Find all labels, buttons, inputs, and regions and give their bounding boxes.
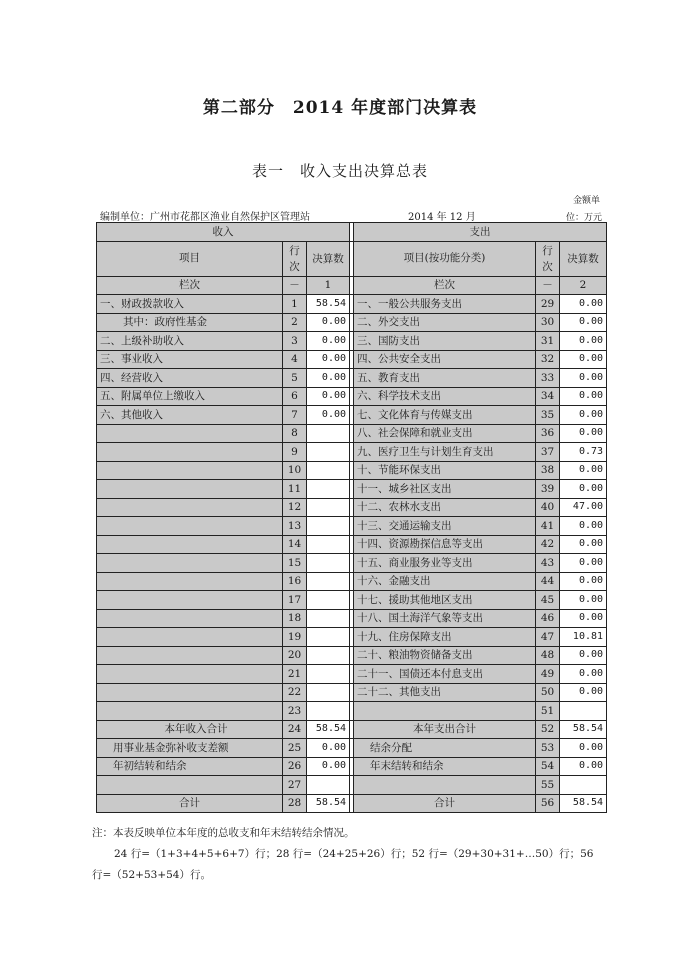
income-item	[97, 443, 283, 462]
table-row	[97, 665, 607, 684]
expense-line-no: 35	[536, 406, 560, 425]
expense-item: 十四、资源勘探信息等支出	[354, 535, 536, 554]
table-row	[97, 313, 607, 332]
income-amount	[307, 554, 350, 573]
income-item	[97, 572, 283, 591]
expense-item: 十六、金融支出	[354, 572, 536, 591]
expense-amount: 0.00	[560, 295, 607, 314]
column-index-1: 1	[307, 276, 350, 295]
expense-amount: 0.00	[560, 461, 607, 480]
expense-amount	[560, 776, 607, 795]
table-row	[97, 517, 607, 536]
expense-amount: 0.00	[560, 350, 607, 369]
expense-line-no: 38	[536, 461, 560, 480]
income-item: 用事业基金弥补收支差额	[97, 739, 283, 758]
income-item	[97, 591, 283, 610]
income-amount: 58.54	[307, 295, 350, 314]
income-item: 合计	[97, 794, 283, 813]
note-line-3: 行=（52+53+54）行。	[92, 869, 211, 881]
income-amount: 58.54	[307, 720, 350, 739]
income-item: 本年收入合计	[97, 720, 283, 739]
col-amount2-header: 决算数	[560, 241, 607, 276]
expense-item: 结余分配	[354, 739, 536, 758]
expense-item: 十三、交通运输支出	[354, 517, 536, 536]
income-line-no: 5	[283, 369, 307, 388]
income-amount	[307, 776, 350, 795]
expense-amount: 0.00	[560, 646, 607, 665]
lanci-dash-2: －	[536, 276, 560, 295]
expense-amount: 0.00	[560, 406, 607, 425]
expense-line-no: 44	[536, 572, 560, 591]
table-row	[97, 461, 607, 480]
report-date: 2014 年 12 月	[408, 212, 476, 223]
income-line-no: 19	[283, 628, 307, 647]
income-item	[97, 461, 283, 480]
expense-item: 二、外交支出	[354, 313, 536, 332]
income-item	[97, 498, 283, 517]
income-line-no: 9	[283, 443, 307, 462]
income-amount: 0.00	[307, 350, 350, 369]
expense-line-no: 42	[536, 535, 560, 554]
income-item	[97, 517, 283, 536]
income-amount: 0.00	[307, 332, 350, 351]
expense-item	[354, 702, 536, 721]
income-item	[97, 702, 283, 721]
income-line-no: 16	[283, 572, 307, 591]
expense-line-no: 29	[536, 295, 560, 314]
expense-amount: 0.00	[560, 609, 607, 628]
income-line-no: 14	[283, 535, 307, 554]
income-line-no: 21	[283, 665, 307, 684]
expense-amount: 0.00	[560, 313, 607, 332]
income-item	[97, 480, 283, 499]
income-item	[97, 628, 283, 647]
table-row	[97, 572, 607, 591]
lanci-label-2: 栏次	[354, 276, 536, 295]
expense-item: 十八、国土海洋气象等支出	[354, 609, 536, 628]
expense-line-no: 43	[536, 554, 560, 573]
column-index-2: 2	[560, 276, 607, 295]
income-amount: 0.00	[307, 313, 350, 332]
income-line-no: 28	[283, 794, 307, 813]
income-line-no: 27	[283, 776, 307, 795]
notes	[92, 823, 612, 886]
income-amount: 58.54	[307, 794, 350, 813]
note-line-1: 注：本表反映单位本年度的总收支和年末结转结余情况。	[92, 827, 355, 839]
expense-item: 九、医疗卫生与计划生育支出	[354, 443, 536, 462]
income-amount: 0.00	[307, 739, 350, 758]
table-row	[97, 295, 607, 314]
expense-amount: 0.00	[560, 572, 607, 591]
income-item	[97, 646, 283, 665]
income-line-no: 20	[283, 646, 307, 665]
income-line-no: 17	[283, 591, 307, 610]
expense-line-no: 32	[536, 350, 560, 369]
table-title: 表一 收入支出决算总表	[251, 162, 428, 180]
expense-line-no: 54	[536, 757, 560, 776]
income-line-no: 3	[283, 332, 307, 351]
form-code: 金额单	[572, 196, 600, 206]
table-row	[97, 591, 607, 610]
income-line-no: 11	[283, 480, 307, 499]
expense-item: 二十一、国债还本付息支出	[354, 665, 536, 684]
expense-line-no: 37	[536, 443, 560, 462]
expense-amount: 0.00	[560, 332, 607, 351]
expense-amount: 0.00	[560, 535, 607, 554]
table-row	[97, 424, 607, 443]
expense-line-no: 39	[536, 480, 560, 499]
table-row	[97, 387, 607, 406]
col-line-header: 行次	[283, 241, 307, 276]
income-item	[97, 609, 283, 628]
income-line-no: 15	[283, 554, 307, 573]
expense-item: 十五、商业服务业等支出	[354, 554, 536, 573]
expense-item: 八、社会保障和就业支出	[354, 424, 536, 443]
col-amount-header: 决算数	[307, 241, 350, 276]
table-row	[97, 498, 607, 517]
income-amount: 0.00	[307, 406, 350, 425]
expense-item: 十二、农林水支出	[354, 498, 536, 517]
income-amount	[307, 443, 350, 462]
income-item	[97, 554, 283, 573]
income-line-no: 12	[283, 498, 307, 517]
expense-item: 六、科学技术支出	[354, 387, 536, 406]
expense-line-no: 47	[536, 628, 560, 647]
lanci-label: 栏次	[97, 276, 283, 295]
table-row	[97, 406, 607, 425]
income-item: 年初结转和结余	[97, 757, 283, 776]
income-item	[97, 665, 283, 684]
expense-amount: 0.00	[560, 591, 607, 610]
expense-amount: 0.73	[560, 443, 607, 462]
expense-item: 二十、粮油物资储备支出	[354, 646, 536, 665]
expense-item: 三、国防支出	[354, 332, 536, 351]
table-row	[97, 794, 607, 813]
income-amount	[307, 609, 350, 628]
expense-line-no: 31	[536, 332, 560, 351]
expense-amount: 47.00	[560, 498, 607, 517]
expense-line-no: 51	[536, 702, 560, 721]
income-line-no: 2	[283, 313, 307, 332]
income-item	[97, 535, 283, 554]
income-amount	[307, 646, 350, 665]
income-amount	[307, 683, 350, 702]
compiling-unit: 编制单位：广州市花都区渔业自然保护区管理站	[100, 212, 310, 223]
expense-line-no: 48	[536, 646, 560, 665]
income-amount	[307, 535, 350, 554]
income-item	[97, 424, 283, 443]
income-amount	[307, 702, 350, 721]
income-amount: 0.00	[307, 757, 350, 776]
expense-item: 合计	[354, 794, 536, 813]
table-row	[97, 628, 607, 647]
expense-line-no: 30	[536, 313, 560, 332]
income-line-no: 6	[283, 387, 307, 406]
note-line-2: 24 行=（1+3+4+5+6+7）行；28 行=（24+25+26）行；52 行=（29+30+31+…50）行；56	[114, 848, 594, 860]
income-item	[97, 683, 283, 702]
expense-amount: 0.00	[560, 757, 607, 776]
col-line2-header: 行次	[536, 241, 560, 276]
table-row	[97, 443, 607, 462]
expense-line-no: 49	[536, 665, 560, 684]
income-line-no: 7	[283, 406, 307, 425]
table-row	[97, 554, 607, 573]
income-item: 三、事业收入	[97, 350, 283, 369]
expense-amount: 58.54	[560, 794, 607, 813]
income-amount	[307, 424, 350, 443]
part-title: 第二部分 2014 年度部门决算表	[202, 98, 478, 118]
table-row	[97, 702, 607, 721]
expense-item	[354, 776, 536, 795]
income-line-no: 23	[283, 702, 307, 721]
expense-item: 十七、援助其他地区支出	[354, 591, 536, 610]
income-line-no: 10	[283, 461, 307, 480]
income-item: 其中：政府性基金	[97, 313, 283, 332]
expense-item: 五、教育支出	[354, 369, 536, 388]
expense-amount: 0.00	[560, 424, 607, 443]
table-row	[97, 739, 607, 758]
expense-item: 四、公共安全支出	[354, 350, 536, 369]
income-item	[97, 776, 283, 795]
expense-line-no: 33	[536, 369, 560, 388]
income-item: 一、财政拨款收入	[97, 295, 283, 314]
expense-header: 支出	[354, 223, 607, 242]
income-line-no: 8	[283, 424, 307, 443]
income-amount: 0.00	[307, 387, 350, 406]
table-row	[97, 369, 607, 388]
expense-line-no: 56	[536, 794, 560, 813]
income-item: 四、经营收入	[97, 369, 283, 388]
table-row	[97, 350, 607, 369]
expense-line-no: 34	[536, 387, 560, 406]
expense-item: 本年支出合计	[354, 720, 536, 739]
expense-item: 一、一般公共服务支出	[354, 295, 536, 314]
table-row	[97, 480, 607, 499]
income-amount: 0.00	[307, 369, 350, 388]
amount-unit: 位：万元	[565, 213, 602, 223]
income-item: 二、上级补助收入	[97, 332, 283, 351]
expense-item: 十九、住房保障支出	[354, 628, 536, 647]
income-item: 五、附属单位上缴收入	[97, 387, 283, 406]
table-row	[97, 776, 607, 795]
expense-amount: 0.00	[560, 665, 607, 684]
expense-line-no: 40	[536, 498, 560, 517]
income-line-no: 22	[283, 683, 307, 702]
expense-amount: 0.00	[560, 387, 607, 406]
expense-amount: 0.00	[560, 369, 607, 388]
table-row	[97, 332, 607, 351]
expense-line-no: 50	[536, 683, 560, 702]
expense-amount	[560, 702, 607, 721]
income-amount	[307, 480, 350, 499]
income-line-no: 18	[283, 609, 307, 628]
income-item: 六、其他收入	[97, 406, 283, 425]
table-row	[97, 535, 607, 554]
income-line-no: 4	[283, 350, 307, 369]
income-expense-table	[96, 222, 607, 813]
col-item-func-header: 项目(按功能分类)	[354, 241, 536, 276]
col-item-header: 项目	[97, 241, 283, 276]
table-row	[97, 683, 607, 702]
income-amount	[307, 461, 350, 480]
income-line-no: 25	[283, 739, 307, 758]
expense-item: 年末结转和结余	[354, 757, 536, 776]
income-line-no: 26	[283, 757, 307, 776]
expense-amount: 0.00	[560, 554, 607, 573]
expense-line-no: 53	[536, 739, 560, 758]
expense-line-no: 45	[536, 591, 560, 610]
table-row	[97, 720, 607, 739]
income-amount	[307, 591, 350, 610]
expense-amount: 0.00	[560, 739, 607, 758]
expense-line-no: 36	[536, 424, 560, 443]
income-line-no: 1	[283, 295, 307, 314]
income-amount	[307, 517, 350, 536]
income-amount	[307, 498, 350, 517]
table-row	[97, 609, 607, 628]
expense-amount: 10.81	[560, 628, 607, 647]
expense-item: 二十二、其他支出	[354, 683, 536, 702]
expense-line-no: 55	[536, 776, 560, 795]
income-line-no: 13	[283, 517, 307, 536]
expense-item: 十、节能环保支出	[354, 461, 536, 480]
expense-item: 十一、城乡社区支出	[354, 480, 536, 499]
lanci-dash: －	[283, 276, 307, 295]
income-amount	[307, 572, 350, 591]
expense-line-no: 41	[536, 517, 560, 536]
expense-amount: 0.00	[560, 683, 607, 702]
income-amount	[307, 665, 350, 684]
expense-line-no: 46	[536, 609, 560, 628]
expense-amount: 0.00	[560, 517, 607, 536]
table-row	[97, 646, 607, 665]
table-row	[97, 757, 607, 776]
expense-line-no: 52	[536, 720, 560, 739]
income-line-no: 24	[283, 720, 307, 739]
income-header: 收入	[97, 223, 350, 242]
income-amount	[307, 628, 350, 647]
expense-amount: 58.54	[560, 720, 607, 739]
expense-amount: 0.00	[560, 480, 607, 499]
expense-item: 七、文化体育与传媒支出	[354, 406, 536, 425]
